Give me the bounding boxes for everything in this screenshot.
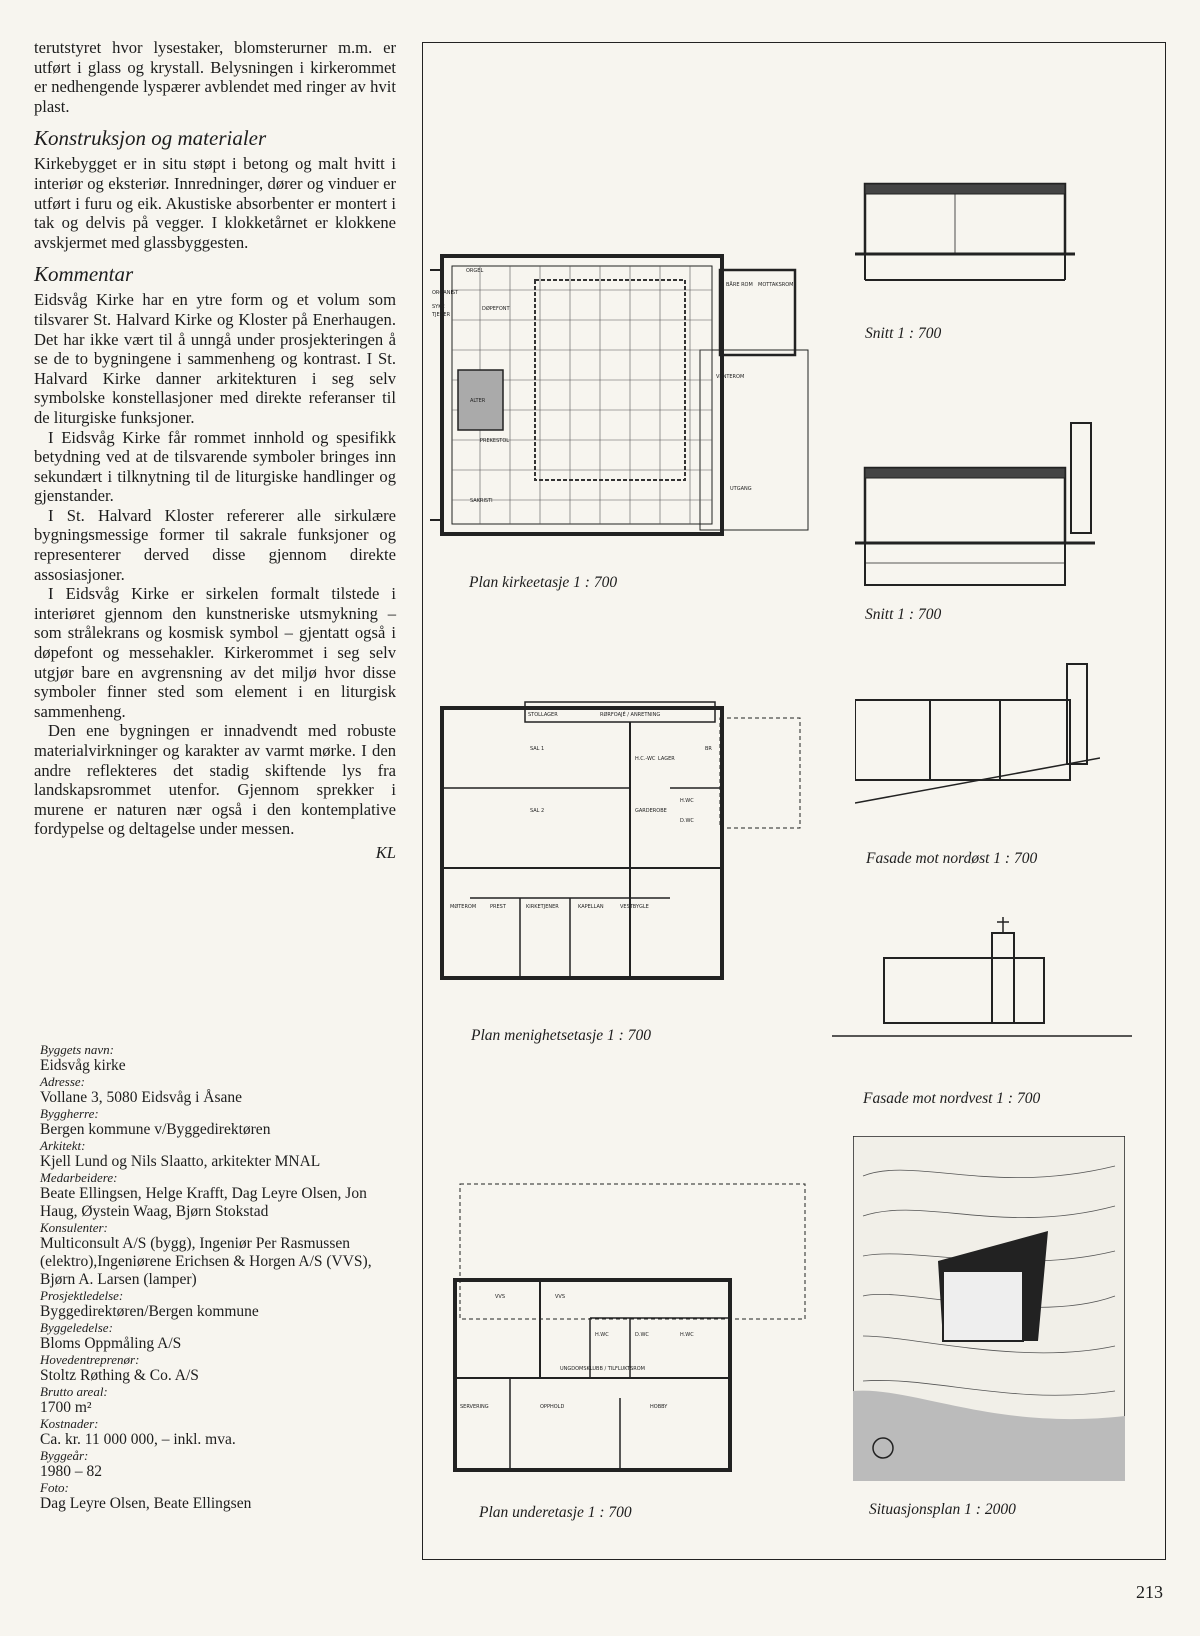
fact-item: [40, 1043, 400, 1075]
room-label: UTGANG: [730, 486, 752, 492]
fact-label: Prosjektledelse:: [40, 1288, 124, 1303]
fact-item: [40, 1289, 400, 1321]
fact-value: 1980 – 82: [40, 1463, 102, 1480]
fact-value: Stoltz Røthing & Co. A/S: [40, 1367, 199, 1384]
fact-item: [40, 1385, 400, 1417]
room-label: H.C.-WC: [635, 756, 656, 762]
room-label: VVS: [555, 1294, 566, 1300]
paragraph-kommentar-5: Den ene bygningen er innadvendt med robuste materialvirkninger og karakter av varmt mørke. I den andre reflekteres det stadig skiftende lys fra landskapsrommet utenfor. Gjennom sprekker i murene er naturen nær også i den kontemplative fordypelse og deltagelse under messen.: [34, 721, 396, 839]
room-label: H.WC: [595, 1332, 609, 1338]
page-number: 213: [1136, 1582, 1163, 1602]
room-label: BÅRE ROM: [726, 282, 753, 288]
room-label: UNGDOMSKLUBB / TILFLUKTSROM: [560, 1366, 645, 1372]
room-label: PREST: [490, 904, 506, 910]
paragraph-konstruksjon: Kirkebygget er in situ støpt i betong og malt hvitt i interiør og eksteriør. Innredninger, dører og vinduer er utført i furu og eik. Akustiske absorbenter er montert i tak og delvis på vegger. I klokketårnet er klokkene avskjermet med glassbyggesten.: [34, 154, 396, 252]
caption-snitt-2: Snitt 1 : 700: [865, 606, 942, 623]
plan-kirkeetasje-drawing: [430, 250, 815, 545]
plan-menighetsetasje-drawing: [430, 688, 815, 988]
room-label: STOLLAGER: [528, 712, 558, 718]
intro-paragraph: terutstyret hvor lysestaker, blomsterurner m.m. er utført i glass og krystall. Belysningen i kirkerommet er nedhengende lyspærer avblendet med ringer av hvit plast.: [34, 38, 396, 116]
fact-item: [40, 1107, 400, 1139]
paragraph-kommentar-3: I St. Halvard Kloster refererer alle sirkulære bygningsmessige former til sakrale funksjoner og representerer derved disse gjennom direkte assosiasjoner.: [34, 505, 396, 584]
fasade-nordvest-drawing: [832, 913, 1132, 1043]
room-label: PREKESTOL: [480, 438, 510, 444]
caption-plan-underetasje: Plan underetasje 1 : 700: [479, 1504, 632, 1521]
room-label: DØPEFONT: [482, 306, 510, 312]
room-label: GARDEROBE: [635, 808, 667, 814]
fact-value: Bloms Oppmåling A/S: [40, 1335, 182, 1352]
room-label: SAL 1: [530, 746, 545, 752]
room-label: VESTBYGLE: [620, 904, 649, 910]
room-label: SYKE: [432, 304, 445, 310]
fact-value: Eidsvåg kirke: [40, 1057, 126, 1074]
paragraph-kommentar-2: I Eidsvåg Kirke får rommet innhold og spesifikk betydning ved at de tilsvarende symboler bringes inn sekundært i tilknytning til de liturgiske handlinger og gjenstander.: [34, 427, 396, 506]
situasjonsplan-drawing: [853, 1136, 1125, 1481]
fact-item: [40, 1075, 400, 1107]
fact-value: Multiconsult A/S (bygg), Ingeniør Per Rasmussen (elektro),Ingeniørene Erichsen & Horgen A/S (VVS), Bjørn A. Larsen (lamper): [40, 1235, 372, 1288]
room-label: H.WC: [680, 798, 694, 804]
paragraph-kommentar-4: I Eidsvåg Kirke er sirkelen formalt tilstede i interiøret gjennom den kunstneriske utsmykning – som strålekrans og kosmisk symbol – gjentatt også i døpefont og messehakler. Kirkerommet i seg selv utgjør bare en avgrensning av det miljø hvor disse symboler finner sted som element i en liturgisk sammenheng.: [34, 584, 396, 721]
fact-label: Byggets navn:: [40, 1042, 115, 1057]
room-label: D.WC: [680, 818, 694, 824]
room-label: SERVERING: [460, 1404, 489, 1410]
fact-label: Arkitekt:: [40, 1138, 86, 1153]
room-label: D.WC: [635, 1332, 649, 1338]
fact-label: Byggherre:: [40, 1106, 99, 1121]
room-label: MØTEROM: [450, 904, 477, 910]
room-label: KAPELLAN: [578, 904, 604, 910]
room-label: ORGEL: [466, 268, 484, 274]
fact-label: Medarbeidere:: [40, 1170, 118, 1185]
author-signature: KL: [375, 842, 396, 862]
snitt-1-drawing: [855, 178, 1075, 288]
fact-label: Brutto areal:: [40, 1384, 108, 1399]
room-label: MOTTAKSROM: [758, 282, 794, 288]
article-text-column: [34, 38, 396, 863]
room-label: TJENER: [432, 312, 451, 318]
fact-item: [40, 1353, 400, 1385]
room-label: ORGANIST: [432, 290, 459, 296]
fasade-nordost-drawing: [855, 658, 1100, 818]
fact-value: Beate Ellingsen, Helge Krafft, Dag Leyre Olsen, Jon Haug, Øystein Waag, Bjørn Stokstad: [40, 1185, 367, 1220]
fact-value: Bergen kommune v/Byggedirektøren: [40, 1121, 271, 1138]
fact-label: Adresse:: [40, 1074, 86, 1089]
fact-item: [40, 1221, 400, 1289]
room-label: VVS: [495, 1294, 506, 1300]
caption-fasade-nordost: Fasade mot nordøst 1 : 700: [866, 850, 1038, 867]
room-label: RØRFOAJÉ / ANRETNING: [600, 712, 661, 718]
paragraph-kommentar-1: Eidsvåg Kirke har en ytre form og et volum som tilsvarer St. Halvard Kirke og Kloster på Enerhaugen. Det har ikke vært til å unngå under prosjekteringen å se de to bygningene i sammenheng og kontrast. I St. Halvard Kirke danner arkitekturen i seg selv symbolske konstellasjoner med direkte referanser til de liturgiske funksjoner.: [34, 290, 396, 427]
caption-plan-menighetsetasje: Plan menighetsetasje 1 : 700: [471, 1027, 651, 1044]
fact-value: Ca. kr. 11 000 000, – inkl. mva.: [40, 1431, 236, 1448]
fact-label: Foto:: [40, 1480, 69, 1495]
room-label: OPPHOLD: [540, 1404, 565, 1410]
room-label: VENTEROM: [716, 374, 745, 380]
room-label: LAGER: [658, 756, 675, 762]
fact-label: Hovedentreprenør:: [40, 1352, 140, 1367]
fact-value: Kjell Lund og Nils Slaatto, arkitekter MNAL: [40, 1153, 321, 1170]
snitt-2-drawing: [855, 418, 1095, 598]
heading-kommentar: Kommentar: [34, 262, 134, 287]
room-label: ALTER: [470, 398, 486, 404]
fact-label: Byggeår:: [40, 1448, 89, 1463]
room-label: HOBBY: [650, 1404, 668, 1410]
project-facts: [40, 1043, 400, 1513]
caption-snitt-1: Snitt 1 : 700: [865, 325, 942, 342]
fact-item: [40, 1139, 400, 1171]
caption-situasjonsplan: Situasjonsplan 1 : 2000: [869, 1501, 1016, 1518]
caption-plan-kirkeetasje: Plan kirkeetasje 1 : 700: [469, 574, 618, 591]
room-label: KIRKETJENER: [526, 904, 559, 910]
fact-value: Vollane 3, 5080 Eidsvåg i Åsane: [40, 1089, 243, 1106]
fact-value: Dag Leyre Olsen, Beate Ellingsen: [40, 1495, 252, 1512]
room-label: BR: [705, 746, 712, 752]
fact-label: Konsulenter:: [40, 1220, 108, 1235]
heading-konstruksjon: Konstruksjon og materialer: [34, 126, 267, 151]
fact-value: Byggedirektøren/Bergen kommune: [40, 1303, 259, 1320]
fact-label: Byggeledelse:: [40, 1320, 113, 1335]
fact-item: [40, 1449, 400, 1481]
caption-fasade-nordvest: Fasade mot nordvest 1 : 700: [863, 1090, 1041, 1107]
room-label: SAKRISTI: [470, 498, 493, 504]
room-label: H.WC: [680, 1332, 694, 1338]
fact-item: [40, 1321, 400, 1353]
fact-item: [40, 1417, 400, 1449]
room-label: SAL 2: [530, 808, 545, 814]
fact-item: [40, 1171, 400, 1221]
fact-label: Kostnader:: [40, 1416, 99, 1431]
fact-item: [40, 1481, 400, 1513]
plan-underetasje-drawing: [440, 1178, 820, 1478]
fact-value: 1700 m²: [40, 1399, 92, 1416]
